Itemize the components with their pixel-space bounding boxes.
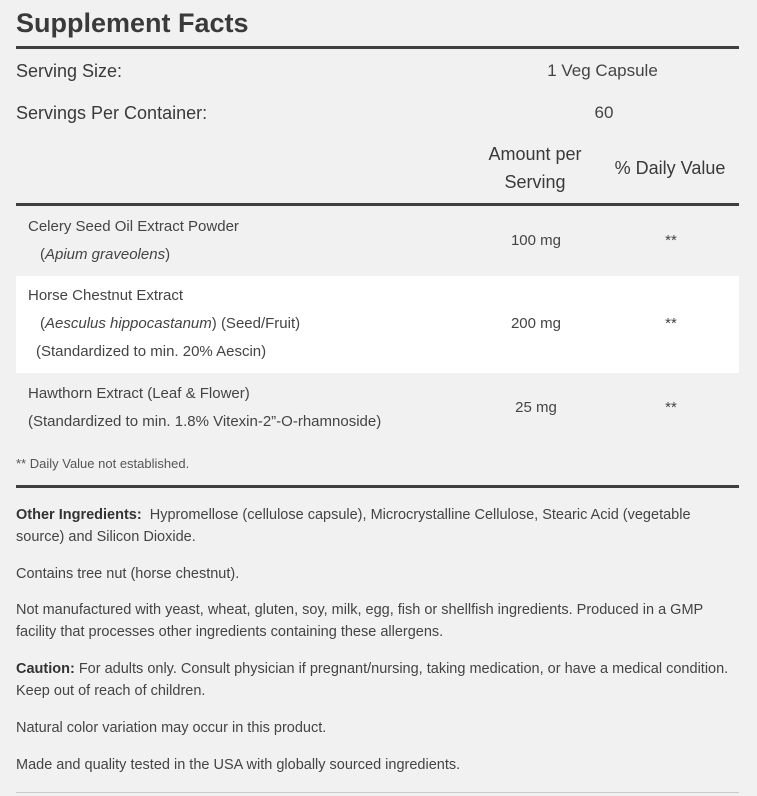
ingredient-daily-value: ** [665,315,677,332]
table-row [16,206,739,276]
daily-value-footnote: ** Daily Value not established. [16,456,190,471]
page-title: Supplement Facts [16,8,249,38]
ingredient-amount: 200 mg [510,315,562,332]
header-divider [16,46,739,49]
serving-size-label: Serving Size: [16,61,123,81]
ingredient-cell [28,282,300,366]
ingredient-name: Hawthorn Extract (Leaf & Flower) [28,385,250,402]
color-variation-notice: Natural color variation may occur in this product. [16,720,327,736]
ingredient-standardization: (Standardized to min. 20% Aescin) [36,343,267,360]
servings-per-container-value: 60 [594,103,614,122]
ingredient-daily-value: ** [665,232,677,249]
ingredient-cell [28,213,239,269]
bottom-divider [16,792,739,793]
amount-header-line2: Serving [504,172,566,192]
ingredient-name: Celery Seed Oil Extract Powder [28,218,239,235]
ingredient-name: Horse Chestnut Extract [28,287,184,304]
allergen-notice: Not manufactured with yeast, wheat, gluten, soy, milk, egg, fish or shellfish ingredients. Produced in a GMP facility that processes other ingredients containing these allergens. [16,602,703,640]
ingredient-amount: 100 mg [510,232,562,249]
table-row [16,276,739,373]
ingredient-standardization: (Standardized to min. 1.8% Vitexin-2”-O-rhamnoside) [28,413,382,430]
made-in-usa-notice: Made and quality tested in the USA with globally sourced ingredients. [16,757,461,773]
amount-header-line1: Amount per [488,144,582,164]
amount-per-serving-header [465,140,605,196]
other-ingredients: Other Ingredients: Hypromellose (cellulose capsule), Microcrystalline Cellulose, Stearic Acid (vegetable source) and Silicon Dioxide. [16,507,691,545]
caution-notice: Caution: For adults only. Consult physician if pregnant/nursing, taking medication, or have a medical condition. Keep out of reach of children. [16,661,729,699]
footer-divider [16,485,739,488]
ingredient-cell [28,380,381,436]
servings-per-container-label: Servings Per Container: [16,103,208,123]
ingredient-latin: (Apium graveolens) [40,246,171,263]
serving-size-value: 1 Veg Capsule [547,61,658,80]
ingredient-latin: (Aesculus hippocastanum) (Seed/Fruit) [40,315,301,332]
ingredient-daily-value: ** [665,399,677,416]
table-row [16,373,739,443]
ingredient-amount: 25 mg [515,399,557,416]
daily-value-header: % Daily Value [614,158,726,178]
tree-nut-notice: Contains tree nut (horse chestnut). [16,566,240,582]
